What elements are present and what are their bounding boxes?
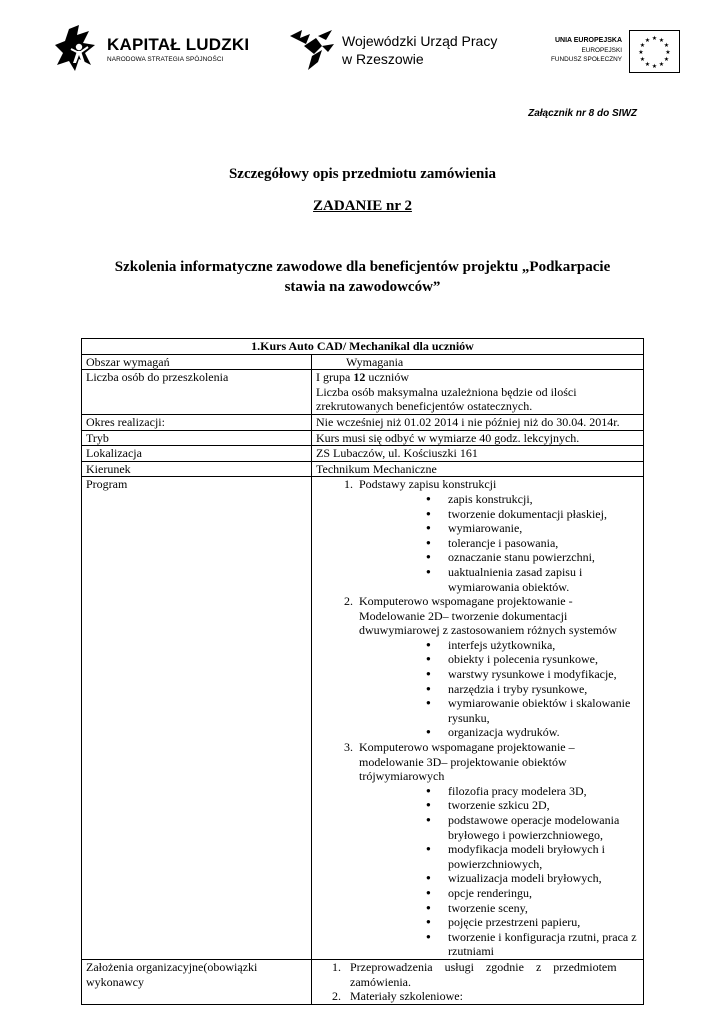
list-item: ● pojęcie przestrzeni papieru, (444, 915, 639, 930)
page-header (0, 0, 725, 90)
row-label-program: Program (82, 477, 312, 960)
kl-title: KAPITAŁ LUDZKI (107, 35, 250, 54)
col2-header-text: Wymagania (346, 354, 404, 369)
row-value-count (312, 370, 644, 415)
program-module (356, 740, 639, 959)
svg-text:★: ★ (639, 42, 646, 49)
table-heading: 1.Kurs Auto CAD/ Mechanikal dla uczniów (82, 339, 644, 355)
col2-header (312, 354, 644, 370)
module-title: 3. Komputerowo wspomagane projektowanie – modelowanie 3D– projektowanie obiektów trójwymiarowych (359, 740, 575, 784)
svg-text:★: ★ (658, 37, 665, 44)
module-topics (359, 638, 639, 740)
list-item: ● podstawowe operacje modelowania bryłowego i powierzchniowego, (444, 813, 639, 842)
table-row (82, 959, 644, 1004)
eu-line2: EUROPEJSKI (581, 46, 622, 54)
list-item: ● warstwy rysunkowe i modyfikacje, (444, 667, 639, 682)
program-module (356, 477, 639, 594)
svg-text:★: ★ (651, 35, 658, 42)
module-title: 2. Komputerowo wspomagane projektowanie - Modelowanie 2D– tworzenie dokumentacji dwuwymiarowej z zastosowaniem różnych systemów (359, 594, 617, 638)
row-label-period: Okres realizacji: (82, 414, 312, 430)
list-item: ● zapis konstrukcji, (444, 492, 639, 507)
count-line1 (316, 370, 639, 385)
eu-stars-icon (630, 31, 679, 72)
row-value-location: ZS Lubaczów, ul. Kościuszki 161 (312, 446, 644, 462)
list-item: ● organizacja wydruków. (444, 725, 639, 740)
table-row (82, 461, 644, 477)
subtitle-line1: Szkolenia informatyczne zawodowe dla beneficjentów projektu „Podkarpacie (114, 259, 611, 275)
table-row (82, 370, 644, 415)
svg-text:★: ★ (639, 56, 646, 63)
wup-name-line1: Wojewódzki Urząd Pracy (342, 33, 498, 49)
table-row (82, 446, 644, 462)
row-label-count: Liczba osób do przeszkolenia (82, 370, 312, 415)
kapital-ludzki-emblem-icon (55, 25, 101, 77)
table-row (82, 477, 644, 960)
table-row (82, 414, 644, 430)
row-label-assumptions: Założenia organizacyjne(obowiązki wykonawcy (82, 959, 312, 1004)
table-row (82, 430, 644, 446)
svg-text:★: ★ (658, 61, 665, 68)
table-header-row (82, 354, 644, 370)
svg-text:★: ★ (638, 49, 644, 56)
list-item: ● opcje renderingu, (444, 886, 639, 901)
count-number: 12 (353, 370, 366, 385)
module-topics (359, 784, 639, 959)
eu-line3: FUNDUSZ SPOŁECZNY (550, 56, 622, 63)
eu-line1: UNIA EUROPEJSKA (554, 37, 622, 44)
assumption-continuation: zamówienia. (350, 974, 411, 989)
svg-text:★: ★ (651, 63, 658, 70)
row-value-program (312, 477, 644, 960)
row-value-mode: Kurs musi się odbyć w wymiarze 40 godz. lekcyjnych. (312, 430, 644, 446)
assumption-text: Przeprowadzenia usługi zgodnie z przedmiotem (350, 959, 617, 974)
eu-flag (629, 30, 680, 73)
module-topics (359, 492, 639, 594)
eu-logo (538, 30, 680, 73)
list-item: ● interfejs użytkownika, (444, 638, 639, 653)
list-item: ● tworzenie sceny, (444, 901, 639, 916)
wup-logo (288, 26, 508, 74)
task-title: ZADANIE nr 2 (313, 198, 412, 214)
row-label-mode: Tryb (82, 430, 312, 446)
svg-text:★: ★ (644, 61, 651, 68)
requirements-table (81, 338, 644, 1005)
assumption-text: Materiały szkoleniowe: (350, 989, 463, 1004)
count-line3: zrekrutowanych beneficjentów ostatecznych. (316, 399, 533, 414)
attachment-label: Załącznik nr 8 do SIWZ (528, 108, 637, 119)
svg-text:★: ★ (665, 49, 671, 56)
document-title: Szczegółowy opis przedmiotu zamówienia (228, 166, 497, 182)
program-module (356, 594, 639, 740)
col1-header: Obszar wymagań (82, 354, 312, 370)
svg-text:★: ★ (663, 56, 670, 63)
list-item: ● wizualizacja modeli bryłowych, (444, 871, 639, 886)
list-item: ● tworzenie dokumentacji płaskiej, (444, 507, 639, 522)
list-item: ● oznaczanie stanu powierzchni, (444, 550, 639, 565)
row-value-direction: Technikum Mechaniczne (312, 461, 644, 477)
eu-text (551, 36, 622, 65)
row-value-period: Nie wcześniej niż 01.02 2014 i nie później niż do 30.04. 2014r. (312, 414, 644, 430)
list-item: ● filozofia pracy modelera 3D, (444, 784, 639, 799)
assumption-item: 2. Materiały szkoleniowe: (332, 989, 463, 1004)
assumptions-list (316, 960, 639, 1004)
assumption-item: 1. Przeprowadzenia usługi zgodnie z przedmiotem (332, 959, 617, 974)
count-line2: Liczba osób maksymalna uzależniona będzie od ilości (316, 384, 577, 399)
subtitle-line2: stawia na zawodowców” (284, 279, 441, 295)
wup-name-line2: w Rzeszowie (342, 51, 424, 67)
row-label-location: Lokalizacja (82, 446, 312, 462)
row-label-direction: Kierunek (82, 461, 312, 477)
list-item: ● tworzenie szkicu 2D, (444, 798, 639, 813)
list-item: ● modyfikacja modeli bryłowych i powierzchniowych, (444, 842, 639, 871)
document-subtitle (0, 257, 725, 297)
program-modules (316, 477, 639, 959)
list-item: ● wymiarowanie obiektów i skalowanie rysunku, (444, 696, 639, 725)
module-title: 1. Podstawy zapisu konstrukcji (359, 477, 497, 492)
table-heading-row (82, 339, 644, 355)
kl-subtitle: NARODOWA STRATEGIA SPÓJNOŚCI (107, 56, 224, 63)
list-item: ● tolerancje i pasowania, (444, 536, 639, 551)
list-item: ● narzędzia i tryby rysunkowe, (444, 682, 639, 697)
count-post: uczniów (365, 370, 409, 385)
svg-text:★: ★ (663, 42, 670, 49)
list-item: ● tworzenie i konfiguracja rzutni, praca z rzutniami (444, 930, 639, 959)
list-item: ● obiekty i polecenia rysunkowe, (444, 652, 639, 667)
list-item: ● uaktualnienia zasad zapisu i wymiarowania obiektów. (444, 565, 639, 594)
count-pre: I grupa (316, 370, 354, 385)
svg-text:★: ★ (644, 37, 651, 44)
wup-bird-icon (288, 26, 338, 72)
row-value-assumptions (312, 959, 644, 1004)
kapital-ludzki-logo (55, 25, 250, 77)
list-item: ● wymiarowanie, (444, 521, 639, 536)
